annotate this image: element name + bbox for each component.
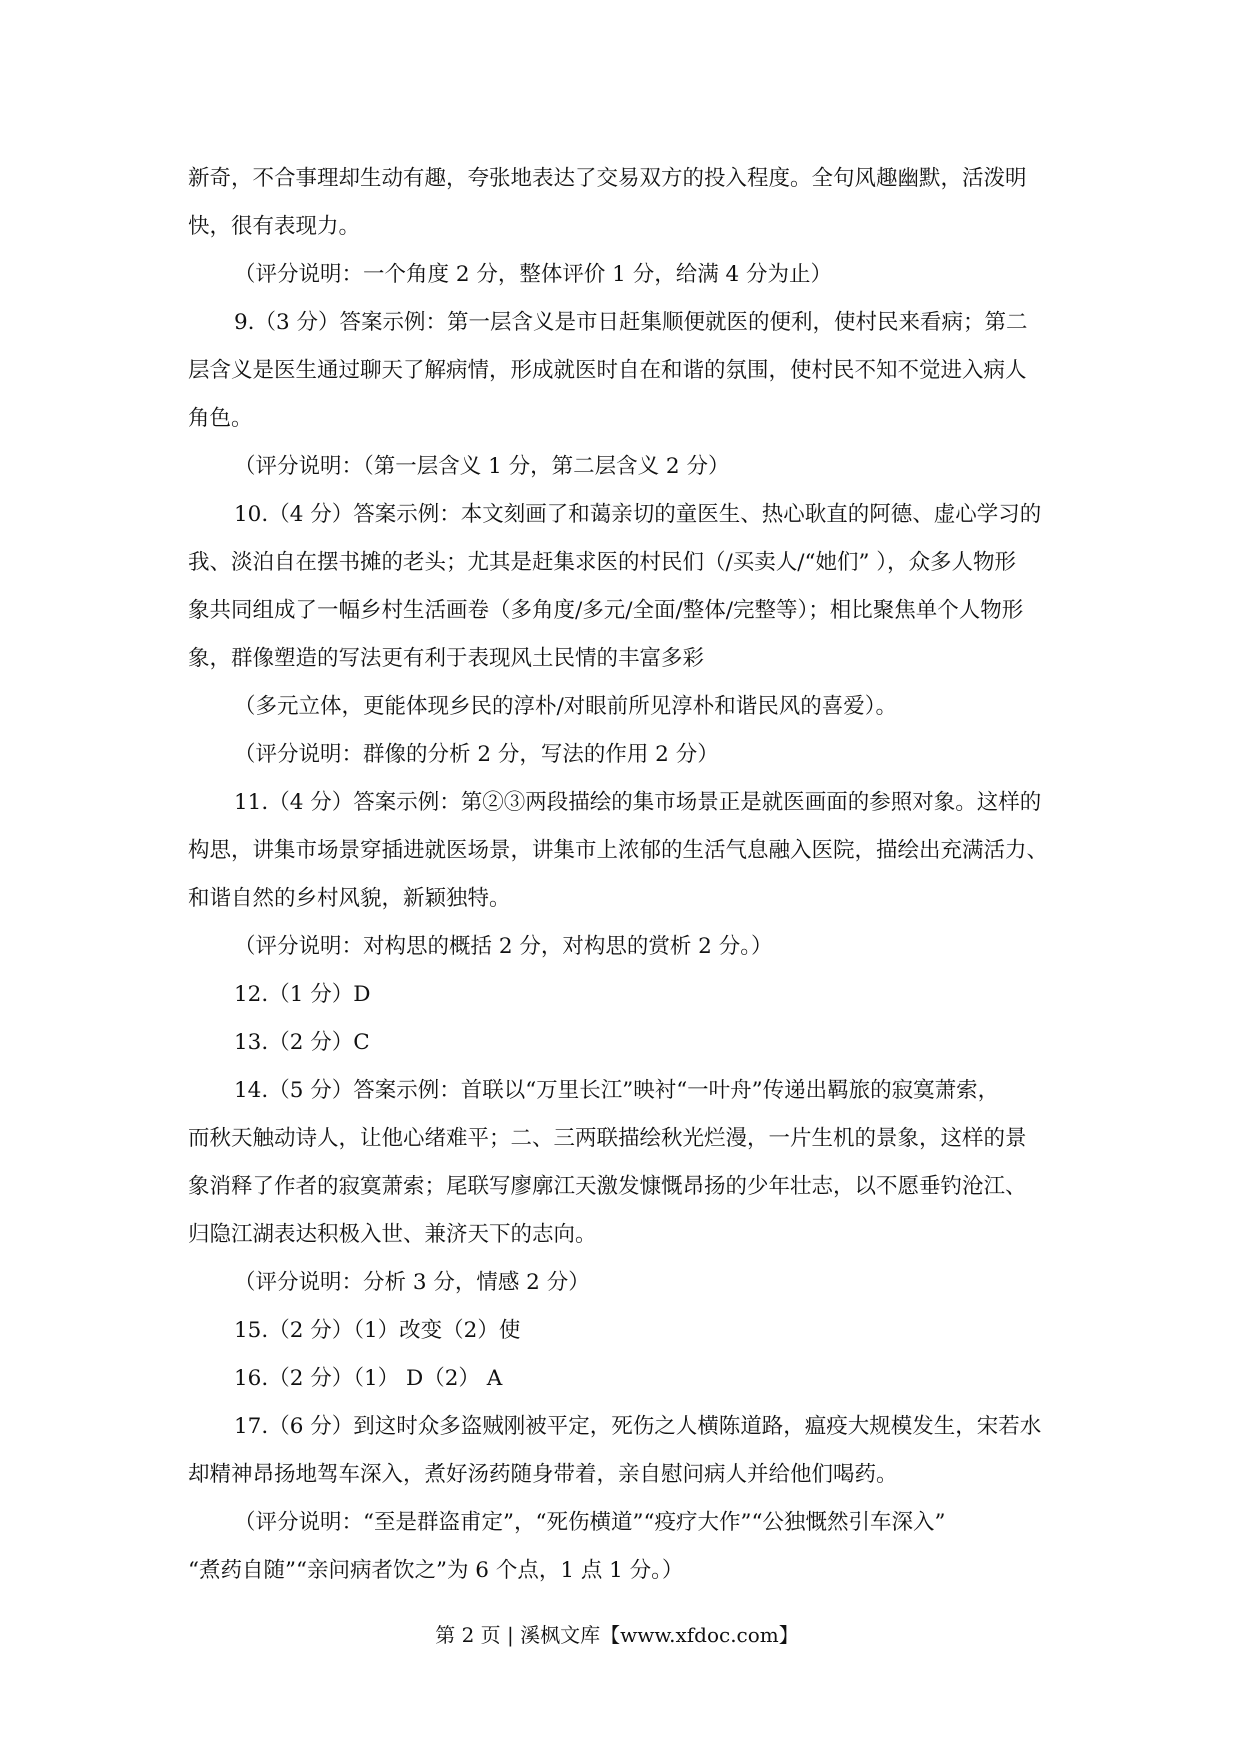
answer-14-line-3: 象消释了作者的寂寞萧索；尾联写廖廓江天激发慷慨昂扬的少年壮志，以不愿垂钓沧江、 xyxy=(188,1174,1027,1199)
scoring-note-10: （评分说明：群像的分析 2 分，写法的作用 2 分） xyxy=(234,742,719,767)
answer-10-line-4: 象，群像塑造的写法更有利于表现风土民情的丰富多彩 xyxy=(188,646,705,671)
answer-10-line-2: 我、淡泊自在摆书摊的老头；尤其是赶集求医的村民们（/买卖人/“她们” ），众多人物形 xyxy=(188,550,1017,575)
scoring-note-9: （评分说明：（第一层含义 1 分，第二层含义 2 分） xyxy=(234,454,730,479)
answer-16: 16.（2 分）（1） D（2） A xyxy=(234,1366,503,1391)
scoring-note-11: （评分说明：对构思的概括 2 分，对构思的赏析 2 分。） xyxy=(234,934,773,959)
answer-15: 15.（2 分）（1）改变（2）使 xyxy=(234,1318,521,1343)
answer-10-line-5: （多元立体，更能体现乡民的淳朴/对眼前所见淳朴和谐民风的喜爱）。 xyxy=(234,694,897,719)
answer-11-line-1: 11.（4 分）答案示例：第②③两段描绘的集市场景正是就医画面的参照对象。这样的 xyxy=(234,790,1042,815)
answer-9-line-2: 层含义是医生通过聊天了解病情，形成就医时自在和谐的氛围，使村民不知不觉进入病人 xyxy=(188,358,1027,383)
scoring-note-14: （评分说明：分析 3 分，情感 2 分） xyxy=(234,1270,590,1295)
answer-12: 12.（1 分）D xyxy=(234,982,371,1007)
answer-17-line-1: 17.（6 分）到这时众多盗贼刚被平定，死伤之人横陈道路，瘟疫大规模发生，宋若水 xyxy=(234,1414,1042,1439)
text-line-1: 新奇，不合事理却生动有趣，夸张地表达了交易双方的投入程度。全句风趣幽默，活泼明 xyxy=(188,166,1027,191)
answer-11-line-3: 和谐自然的乡村风貌，新颖独特。 xyxy=(188,886,511,911)
answer-10-line-3: 象共同组成了一幅乡村生活画卷（多角度/多元/全面/整体/完整等）；相比聚焦单个人物形 xyxy=(188,598,1024,623)
answer-14-line-1: 14.（5 分）答案示例：首联以“万里长江”映衬“一叶舟”传递出羁旅的寂寞萧索， xyxy=(234,1078,1000,1103)
answer-13: 13.（2 分）C xyxy=(234,1030,370,1055)
scoring-note-8: （评分说明：一个角度 2 分，整体评价 1 分，给满 4 分为止） xyxy=(234,262,833,287)
page-footer: 第 2 页 | 溪枫文库【www.xfdoc.com】 xyxy=(435,1623,799,1647)
answer-11-line-2: 构思，讲集市场景穿插进就医场景，讲集市上浓郁的生活气息融入医院，描绘出充满活力、 xyxy=(188,838,1049,863)
answer-10-line-1: 10.（4 分）答案示例：本文刻画了和蔼亲切的童医生、热心耿直的阿德、虚心学习的 xyxy=(234,502,1042,527)
answer-9-line-3: 角色。 xyxy=(188,406,253,431)
answer-14-line-2: 而秋天触动诗人，让他心绪难平；二、三两联描绘秋光烂漫，一片生机的景象，这样的景 xyxy=(188,1126,1027,1151)
scoring-note-17-line-2: “煮药自随”“亲问病者饮之”为 6 个点，1 点 1 分。） xyxy=(188,1558,684,1583)
answer-9-line-1: 9.（3 分）答案示例：第一层含义是市日赶集顺便就医的便利，使村民来看病；第二 xyxy=(234,310,1028,335)
answer-14-line-4: 归隐江湖表达积极入世、兼济天下的志向。 xyxy=(188,1222,597,1247)
scoring-note-17-line-1: （评分说明：“至是群盗甫定”，“死伤横道”“疫疗大作”“公独慨然引车深入” xyxy=(234,1510,946,1535)
answer-17-line-2: 却精神昂扬地驾车深入，煮好汤药随身带着，亲自慰问病人并给他们喝药。 xyxy=(188,1462,898,1487)
answer-text-body xyxy=(188,155,1058,1595)
text-line-2: 快，很有表现力。 xyxy=(188,214,361,239)
